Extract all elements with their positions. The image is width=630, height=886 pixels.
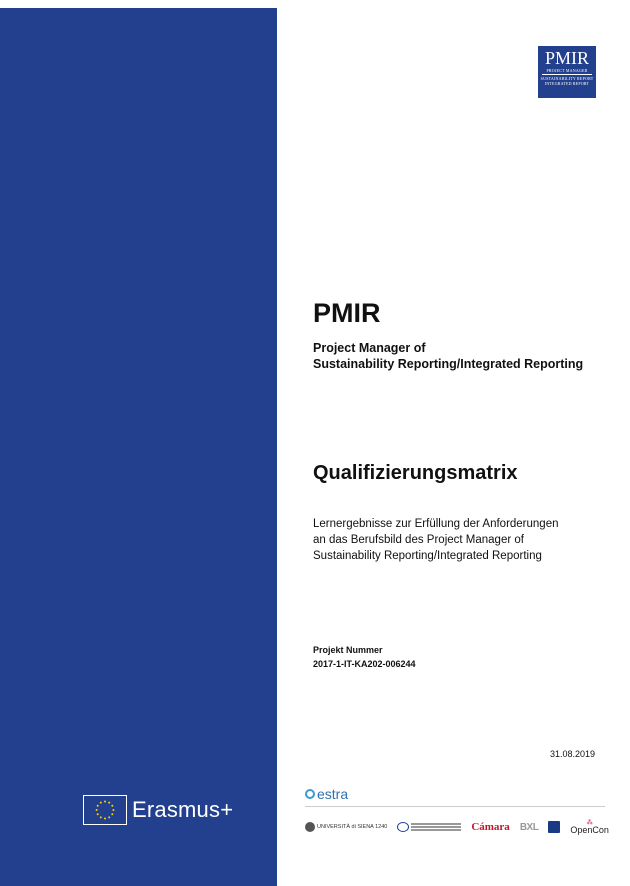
- confcommercio-logo: [397, 822, 461, 832]
- camara-logo: Cámara: [471, 821, 510, 833]
- subtitle-line-1: Project Manager of: [313, 341, 426, 355]
- document-subtitle: [313, 340, 613, 372]
- opencon-mark-icon: ⁂: [586, 819, 593, 826]
- matrix-heading: Qualifizierungsmatrix: [313, 462, 518, 484]
- erasmus-logo: [83, 795, 233, 825]
- eunomia-logo: [548, 821, 560, 833]
- description-line-1: Lernergebnisse zur Erfüllung der Anforderungen: [313, 518, 559, 530]
- document-title: PMIR: [313, 298, 381, 328]
- subtitle-line-2: Sustainability Reporting/Integrated Reporting: [313, 357, 584, 371]
- matrix-description: [313, 516, 613, 564]
- unisi-seal-icon: [305, 822, 315, 832]
- confcommercio-fine-print: [411, 822, 461, 832]
- estra-mark-icon: [305, 789, 315, 799]
- opencon-label: OpenCon: [570, 824, 609, 835]
- confcommercio-mark-icon: [397, 822, 409, 832]
- pmir-logo-divider: [542, 74, 592, 75]
- project-number-label: Projekt Nummer: [313, 645, 383, 655]
- document-date: 31.08.2019: [550, 749, 596, 759]
- cover-sidebar: [0, 8, 277, 886]
- erasmus-label: Erasmus+: [132, 797, 234, 822]
- pmir-logo-line1: PROJECT MANAGER: [546, 68, 588, 73]
- opencon-logo: [570, 820, 609, 835]
- estra-logo: [305, 786, 348, 802]
- unisi-label: UNIVERSITÀ di SIENA 1240: [317, 824, 388, 830]
- eu-flag-icon: [83, 795, 127, 825]
- eunomia-mark-icon: [548, 821, 560, 833]
- pmir-logo-line2: SUSTAINABILITY REPORT: [540, 76, 594, 81]
- unisi-logo: [305, 822, 387, 832]
- project-number-value: 2017-1-IT-KA202-006244: [313, 659, 416, 669]
- estra-label: estra: [317, 786, 349, 802]
- bxl-europe-logo: BXL: [519, 821, 539, 833]
- pmir-logo-title: PMIR: [544, 48, 589, 68]
- description-line-2: an das Berufsbild des Project Manager of: [313, 534, 524, 546]
- partners-divider: [305, 806, 605, 807]
- partner-logos: [305, 815, 630, 839]
- description-line-3: Sustainability Reporting/Integrated Reporting: [313, 550, 542, 562]
- pmir-logo: [538, 46, 596, 98]
- pmir-logo-line3: INTEGRATED REPORT: [544, 81, 590, 86]
